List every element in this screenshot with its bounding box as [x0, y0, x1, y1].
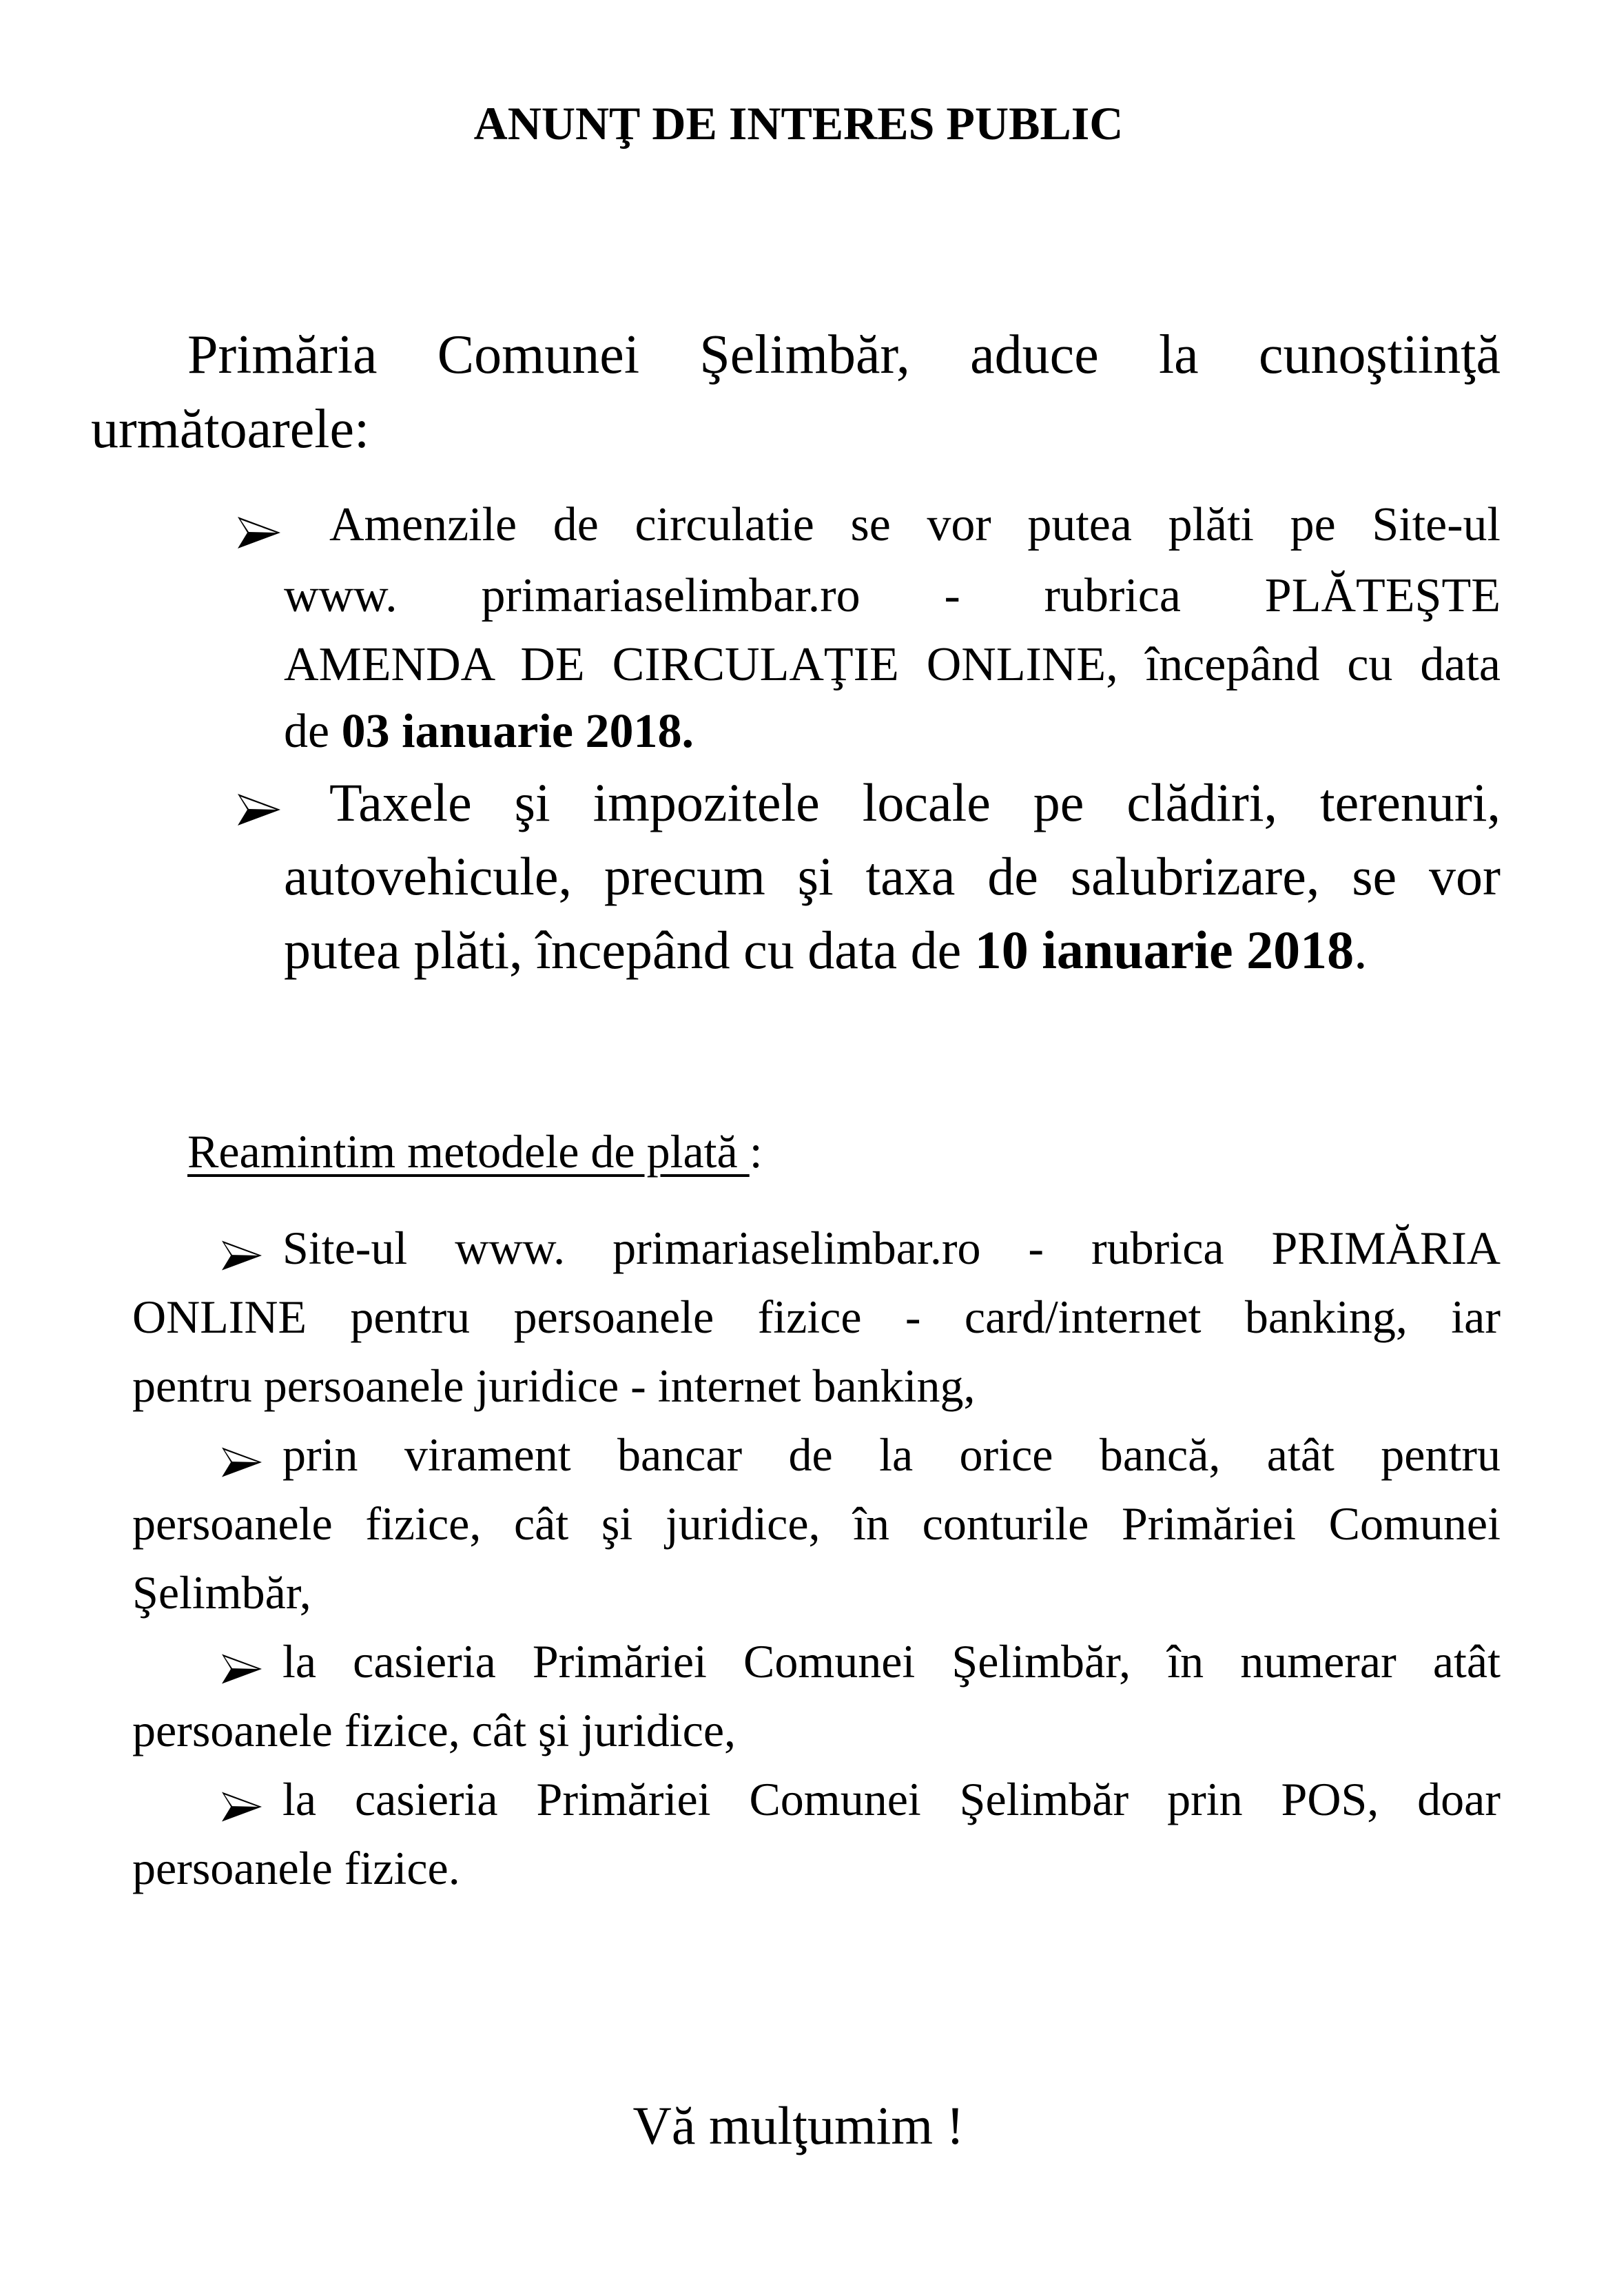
page-title: ANUNŢ DE INTERES PUBLIC	[473, 97, 1124, 150]
announcement-1-prefix: de	[284, 705, 342, 758]
payment-heading-text: Reamintim metodele de plată	[187, 1125, 750, 1178]
announcement-2-date: 10 ianuarie 2018	[974, 920, 1354, 980]
method-3-line-1: la casieria Primăriei Comunei Şelimbăr, în numerar atât	[282, 1635, 1501, 1688]
method-3-line-2: persoanele fizice, cât şi juridice,	[132, 1704, 736, 1756]
announcement-2-suffix: .	[1354, 920, 1368, 980]
method-1-line-2: ONLINE pentru persoanele fizice - card/internet banking, iar	[132, 1291, 1501, 1343]
method-2-line-3: Şelimbăr,	[132, 1566, 311, 1619]
announcement-1-line-2: www. primariaselimbar.ro - rubrica PLĂTEŞTE	[284, 569, 1501, 622]
method-4-line-2: persoanele fizice.	[132, 1842, 460, 1894]
method-2-line-2: persoanele fizice, cât şi juridice, în conturile Primăriei Comunei	[132, 1497, 1501, 1550]
announcement-2-line-3	[284, 919, 1368, 981]
method-2-line-1: prin virament bancar de la orice bancă, atât pentru	[282, 1428, 1501, 1481]
method-1-line-1: Site-ul www. primariaselimbar.ro - rubrica PRIMĂRIA	[282, 1222, 1501, 1274]
method-4-line-1: la casieria Primăriei Comunei Şelimbăr prin POS, doar	[282, 1773, 1501, 1825]
payment-heading-colon: :	[749, 1125, 763, 1178]
announcement-2-line-1: Taxele şi impozitele locale pe clădiri, terenuri,	[329, 772, 1501, 832]
closing-thanks: Vă mulţumim !	[632, 2095, 965, 2155]
method-1-line-3: pentru persoanele juridice - internet banking,	[132, 1360, 976, 1412]
announcement-2-line-2: autovehicule, precum şi taxa de salubrizare, se vor	[284, 846, 1501, 906]
payment-methods-heading	[187, 1125, 763, 1179]
announcement-1-line-1: Amenzile de circulatie se vor putea plăti pe Site-ul	[329, 498, 1501, 551]
intro-line-2: următoarele:	[91, 399, 370, 460]
announcement-1-date: 03 ianuarie 2018.	[341, 705, 694, 758]
intro-line-1: Primăria Comunei Şelimbăr, aduce la cunoştiinţă	[187, 325, 1501, 385]
announcement-2-prefix: putea plăti, începând cu data de	[284, 920, 975, 980]
announcement-1-line-3: AMENDA DE CIRCULAŢIE ONLINE, începând cu data	[284, 638, 1501, 691]
announcement-1-line-4	[284, 704, 694, 759]
